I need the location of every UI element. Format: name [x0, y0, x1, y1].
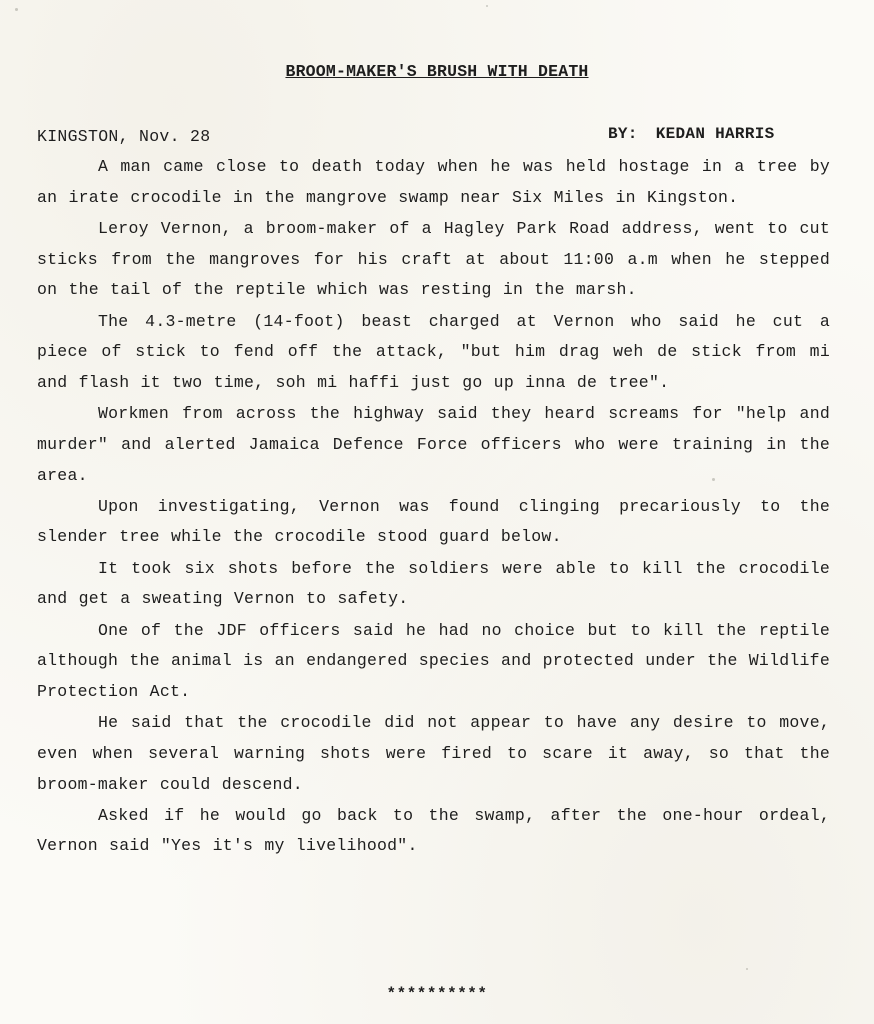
- article-body: [37, 152, 830, 863]
- paragraph: He said that the crocodile did not appear to have any desire to move, even when several warning shots were fired to scare it away, so that the broom-maker could descend.: [37, 713, 830, 794]
- article-title: BROOM-MAKER'S BRUSH WITH DEATH: [285, 62, 589, 81]
- paragraph: It took six shots before the soldiers were able to kill the crocodile and get a sweating Vernon to safety.: [37, 558, 830, 609]
- paper-speck: [486, 5, 488, 7]
- paragraph: Asked if he would go back to the swamp, after the one-hour ordeal, Vernon said "Yes it's my livelihood".: [37, 805, 830, 856]
- dateline: KINGSTON, Nov. 28: [37, 127, 211, 146]
- paragraph: Upon investigating, Vernon was found clinging precariously to the slender tree while the crocodile stood guard below.: [37, 496, 830, 547]
- paper-speck: [746, 968, 748, 970]
- author-name: KEDAN HARRIS: [655, 125, 775, 143]
- paragraph: Leroy Vernon, a broom-maker of a Hagley Park Road address, went to cut sticks from the mangroves for his craft at about 11:00 a.m when he stepped on the tail of the reptile which was resting in the marsh.: [37, 218, 830, 300]
- byline: [608, 125, 775, 143]
- paper-speck: [15, 8, 18, 11]
- paragraph: Workmen from across the highway said they heard screams for "help and murder" and alerted Jamaica Defence Force officers who were training in the area.: [37, 404, 830, 485]
- paragraph: The 4.3-metre (14-foot) beast charged at Vernon who said he cut a piece of stick to fend off the attack, "but him drag weh de stick from mi and flash it two time, soh mi haffi just go up inna de tree".: [37, 311, 830, 392]
- byline-label: BY:: [608, 125, 638, 143]
- paragraph: A man came close to death today when he was held hostage in a tree by an irate crocodile in the mangrove swamp near Six Miles in Kingston.: [37, 157, 830, 207]
- end-mark: **********: [386, 985, 488, 1003]
- paragraph: One of the JDF officers said he had no choice but to kill the reptile although the animal is an endangered species and protected under the Wildlife Protection Act.: [37, 620, 830, 701]
